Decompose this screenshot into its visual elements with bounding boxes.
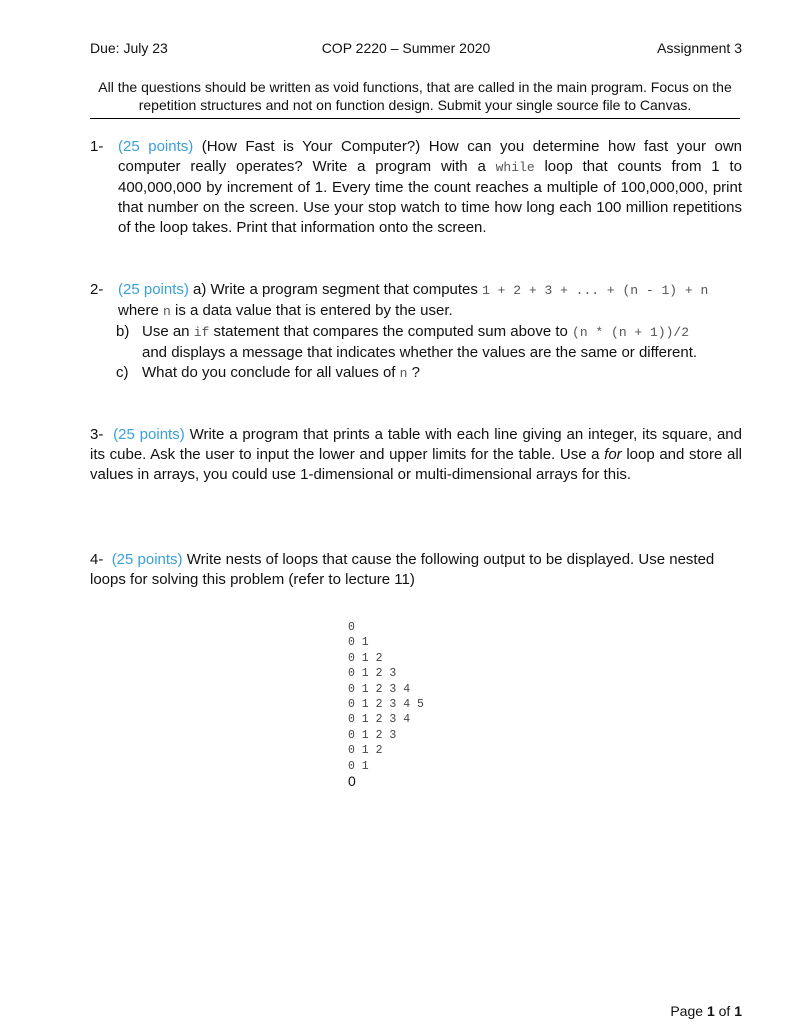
pattern-line: 0 [348,621,355,634]
question-1-text-a: (How Fast is Your Computer?) How can you determine how fast your own computer really operates? Write a program with a [118,138,742,175]
question-2 [90,280,742,384]
question-3-text-b: loop and store all values in arrays, you could use 1-dimensional or multi-dimensional arrays for this. [90,446,742,483]
pattern-line: 0 1 2 3 4 [348,682,411,696]
page-total: 1 [734,1003,742,1019]
question-3-number: 3- [90,426,104,443]
question-2-c-text2: ? [407,364,420,381]
pattern-line: 0 1 2 3 [348,728,397,742]
question-2-part-b [90,322,742,363]
question-1-body [90,137,742,238]
assignment-title: Assignment 3 [657,40,742,56]
question-4-points: (25 points) [111,551,183,568]
course-title: COP 2220 – Summer 2020 [321,40,491,56]
pattern-line: 0 1 2 3 4 [348,713,411,727]
page-current: 1 [706,1003,715,1019]
number-pattern-output [348,620,424,789]
question-2-b-code: if [193,325,210,340]
question-4 [90,550,742,590]
question-3-emphasis: for [604,446,622,463]
page-label: Page [670,1003,707,1019]
question-1-number: 1- [90,138,104,155]
question-2-b-text2: statement that compares the computed sum above to [209,323,573,340]
question-2-b-code2: (n * (n + 1))/2 [572,325,690,340]
question-2-b-label: b) [116,323,130,340]
question-3-text-a: Write a program that prints a table with each line giving an integer, its square, and its cube. Ask the user to input the lower and upper limits for the table. Use a [90,426,742,463]
page-number [670,1003,742,1019]
question-2-part-a [90,280,742,322]
question-1-text-b: loop that counts from 1 to 400,000,000 by increment of 1. Every time the count reaches a multiple of 100,000,000, print that number on the screen. Use your stop watch to time how long each 100 million repetitions of the loop takes. Print that information onto the screen. [118,158,742,236]
question-2-c-label: c) [116,364,129,381]
question-2-a-text: a) Write a program segment that computes [188,281,483,298]
question-4-text: Write nests of loops that cause the following output to be displayed. Use nested loops for solving this problem (refer to lecture 11) [90,551,715,588]
pattern-line: 0 1 2 [348,744,383,758]
question-3 [90,425,742,485]
pattern-line: 0 [348,773,356,790]
question-1-points: (25 points) [118,138,194,155]
question-2-c-text: What do you conclude for all values of [142,364,400,381]
question-3-points: (25 points) [113,426,185,443]
pattern-line: 0 1 2 [348,651,383,665]
question-2-b-text: Use an [142,323,194,340]
pattern-line: 0 1 2 3 [348,667,397,681]
question-2-number: 2- [90,281,104,298]
question-4-number: 4- [90,551,104,568]
question-1-code: while [495,160,535,175]
pattern-line: 0 1 2 3 4 5 [348,698,424,712]
pattern-line: 0 1 [348,636,369,650]
question-2-a-text3: is a data value that is entered by the user. [170,302,453,319]
question-2-c-code: n [399,366,408,381]
question-2-a-code2: n [163,304,171,319]
question-2-a-text2: where [118,302,164,319]
due-date: Due: July 23 [90,40,168,56]
pattern-line: 0 1 [348,759,369,773]
question-1 [90,137,742,238]
question-2-part-c [90,363,742,384]
question-2-b-text3: and displays a message that indicates whether the values are the same or different. [142,344,698,361]
intro-instructions: All the questions should be written as void functions, that are called in the main program. Focus on the repetition structures and not on function design. Submit your single source file to Canvas. [90,78,740,119]
page-of-label: of [714,1003,735,1019]
question-2-a-code: 1 + 2 + 3 + ... + (n - 1) + n [482,283,709,298]
question-2-points: (25 points) [118,281,189,298]
